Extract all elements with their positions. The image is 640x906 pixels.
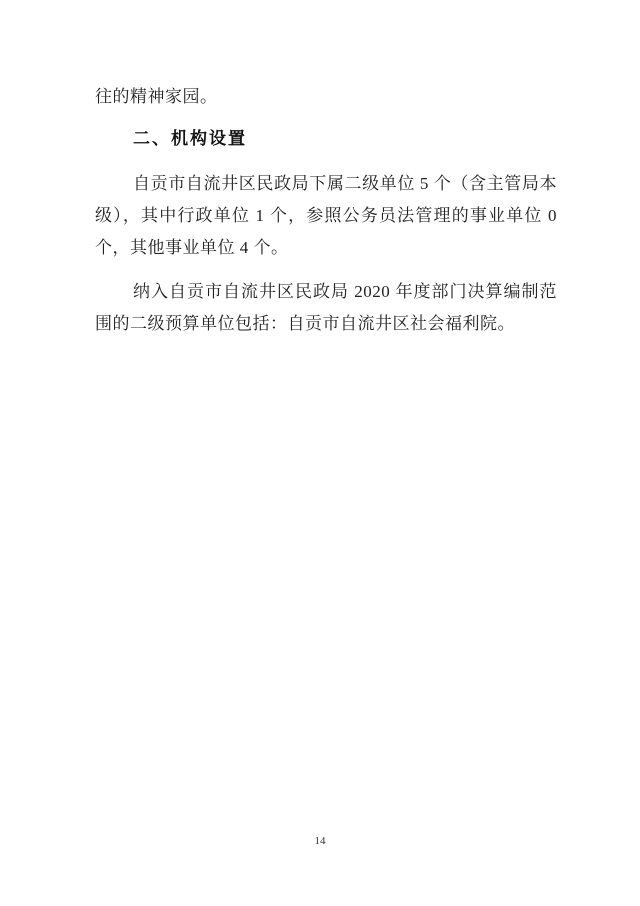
section-heading: 二、机构设置 bbox=[133, 129, 247, 148]
body-paragraph-2: 纳入自贡市自流井区民政局 2020 年度部门决算编制范围的二级预算单位包括：自贡市自流井区社会福利院。 bbox=[95, 282, 557, 333]
page-number: 14 bbox=[314, 835, 326, 847]
page-content bbox=[95, 81, 557, 340]
body-paragraph-1: 自贡市自流井区民政局下属二级单位 5 个（含主管局本级），其中行政单位 1 个，参照公务员法管理的事业单位 0 个，其他事业单位 4 个。 bbox=[95, 174, 557, 257]
paragraph-continuation: 往的精神家园。 bbox=[95, 87, 218, 106]
